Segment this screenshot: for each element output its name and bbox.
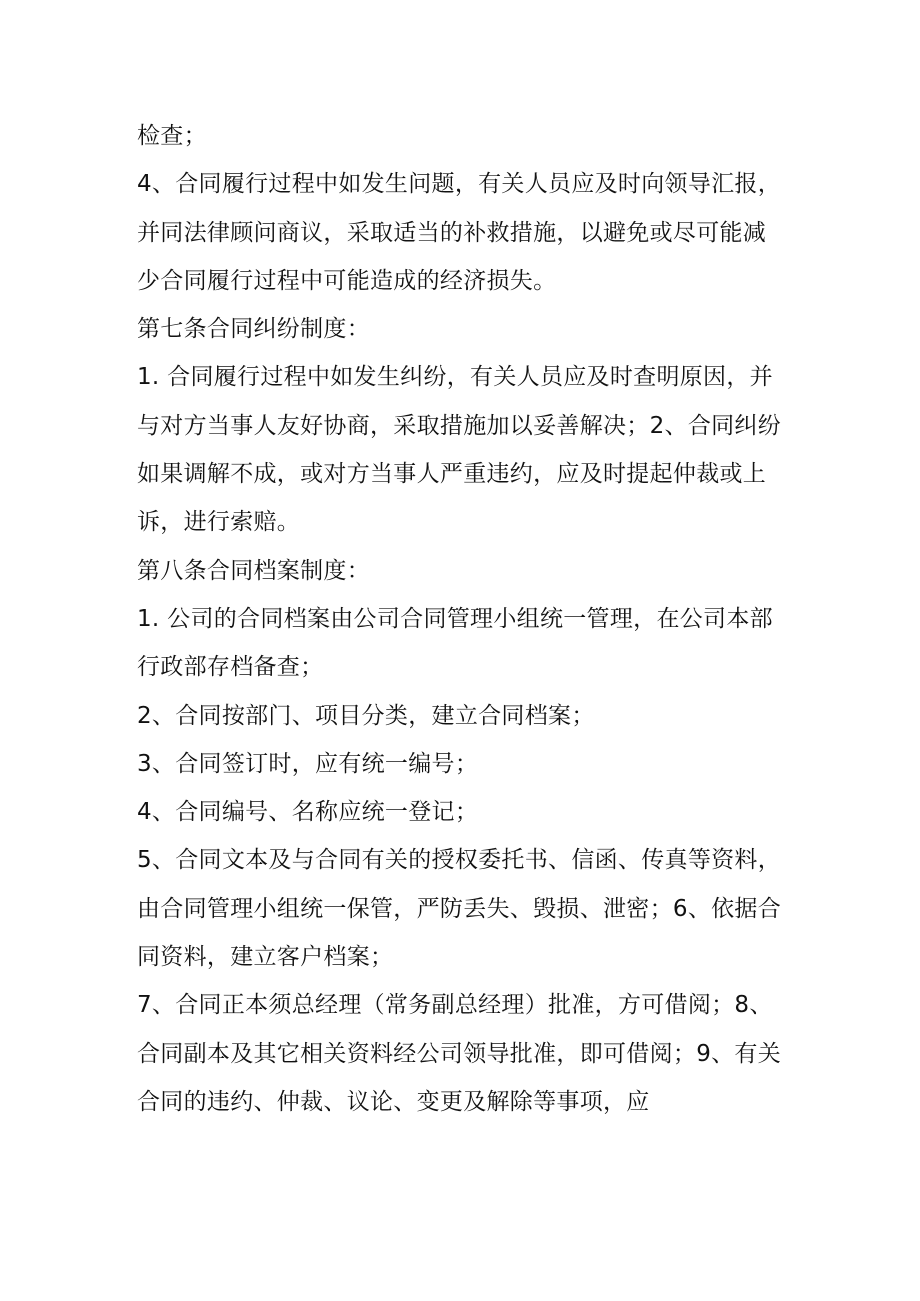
text-line: 并同法律顾问商议，采取适当的补救措施，以避免或尽可能减 <box>137 219 767 246</box>
document-body <box>137 112 787 1126</box>
text-line: 1. 公司的合同档案由公司合同管理小组统一管理，在公司本部 <box>137 605 773 632</box>
text-line: 诉，进行索赔。 <box>137 509 301 536</box>
text-line: 5、合同文本及与合同有关的授权委托书、信函、传真等资料， <box>137 847 782 874</box>
text-line: 由合同管理小组统一保管，严防丢失、毁损、泄密；6、依据合 <box>137 895 782 922</box>
text-line: 2、合同按部门、项目分类，建立合同档案； <box>137 702 595 729</box>
section-heading: 第七条合同纠纷制度： <box>137 316 370 343</box>
text-line: 如果调解不成，或对方当事人严重违约，应及时提起仲裁或上 <box>137 461 767 488</box>
section-heading: 第八条合同档案制度： <box>137 557 370 584</box>
text-line: 少合同履行过程中可能造成的经济损失。 <box>137 267 557 294</box>
text-line: 4、合同履行过程中如发生问题，有关人员应及时向领导汇报， <box>137 171 782 198</box>
text-line: 同资料，建立客户档案； <box>137 944 394 971</box>
text-line: 3、合同签订时，应有统一编号； <box>137 750 479 777</box>
text-line: 合同副本及其它相关资料经公司领导批准，即可借阅；9、有关 <box>137 1040 782 1067</box>
text-line: 行政部存档备查； <box>137 654 324 681</box>
text-line: 1. 合同履行过程中如发生纠纷，有关人员应及时查明原因，并 <box>137 364 773 391</box>
text-line: 7、合同正本须总经理（常务副总经理）批准，方可借阅；8、 <box>137 992 773 1019</box>
text-line: 4、合同编号、名称应统一登记； <box>137 799 479 826</box>
text-line: 合同的违约、仲裁、议论、变更及解除等事项，应 <box>137 1088 650 1115</box>
text-line: 检查； <box>137 123 207 149</box>
text-line: 与对方当事人友好协商，采取措施加以妥善解决；2、合同纠纷 <box>137 412 782 439</box>
